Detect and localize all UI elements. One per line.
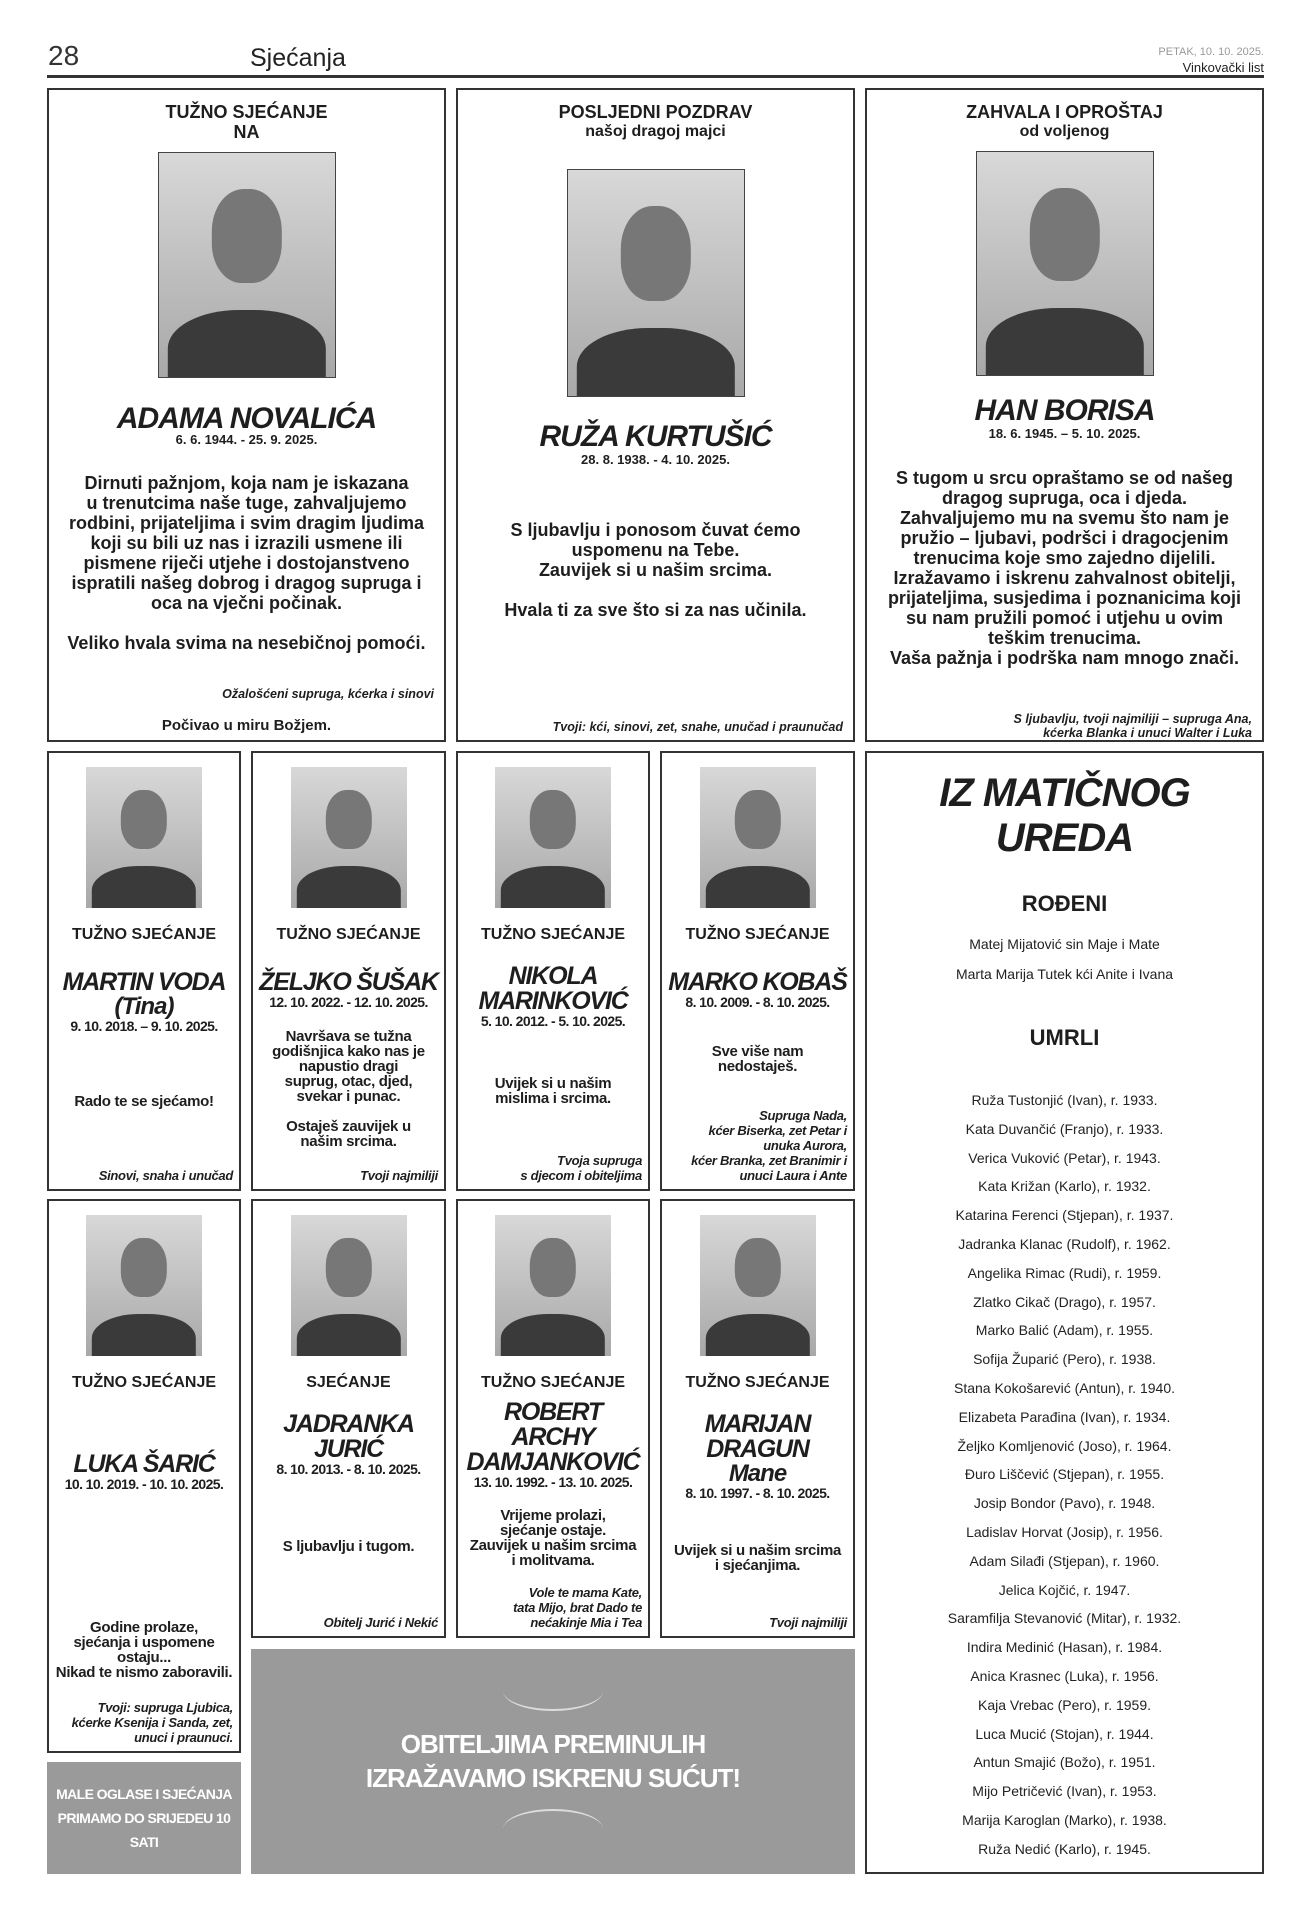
- death-entry: Kata Križan (Karlo), r. 1932.: [978, 1178, 1151, 1195]
- life-dates: 8. 10. 1997. - 8. 10. 2025.: [685, 1485, 830, 1501]
- death-entry: Antun Smajić (Božo), r. 1951.: [973, 1754, 1156, 1771]
- card-message: S ljubavlju i ponosom čuvat ćemo uspomenu na Tebe. Zauvijek si u našim srcima. Hvala ti za sve što si za nas učinila.: [504, 520, 807, 620]
- died-heading: UMRLI: [1029, 1025, 1100, 1050]
- card-message: Rado te se sjećamo!: [74, 1092, 214, 1110]
- death-entry: Verica Vuković (Petar), r. 1943.: [968, 1149, 1161, 1166]
- born-heading: ROĐENI: [1021, 891, 1108, 916]
- life-dates: 9. 10. 2018. – 9. 10. 2025.: [70, 1018, 218, 1034]
- death-entry: Katarina Ferenci (Stjepan), r. 1937.: [955, 1207, 1174, 1224]
- memorial-card: [251, 751, 446, 1191]
- portrait-photo: [700, 767, 816, 908]
- header-rule: [47, 75, 1264, 78]
- card-subheading: od voljenog: [1019, 123, 1110, 140]
- portrait-photo: [291, 767, 407, 908]
- card-title: TUŽNO SJEĆANJE: [685, 926, 830, 943]
- death-entry: Elizabeta Parađina (Ivan), r. 1934.: [958, 1408, 1171, 1425]
- deceased-name: NIKOLA MARINKOVIĆ: [478, 962, 628, 1015]
- death-entry: Zlatko Cikač (Drago), r. 1957.: [973, 1293, 1156, 1310]
- death-entry: Adam Silađi (Stjepan), r. 1960.: [969, 1552, 1160, 1569]
- portrait-photo: [567, 169, 745, 397]
- card-signature: Tvoji najmiliji: [769, 1615, 847, 1630]
- life-dates: 12. 10. 2022. - 12. 10. 2025.: [269, 994, 428, 1010]
- floral-ornament-icon: [503, 1671, 603, 1711]
- classifieds-notice: [47, 1762, 241, 1874]
- death-entry: Anica Krasnec (Luka), r. 1956.: [970, 1668, 1159, 1684]
- card-title: SJEĆANJE: [306, 1374, 391, 1391]
- section-title: Sjećanja: [250, 44, 346, 72]
- card-title: TUŽNO SJEĆANJE: [276, 926, 421, 943]
- deceased-name: ADAMA NOVALIĆA: [116, 402, 377, 435]
- registry-office-panel: [865, 751, 1264, 1874]
- portrait-photo: [86, 1215, 202, 1356]
- page-number: 28: [48, 40, 80, 71]
- life-dates: 5. 10. 2012. - 5. 10. 2025.: [480, 1013, 626, 1029]
- death-entry: Ruža Nedić (Karlo), r. 1945.: [978, 1840, 1151, 1857]
- death-entry: Kaja Vrebac (Pero), r. 1959.: [977, 1696, 1152, 1713]
- deceased-name: MARKO KOBAŠ: [668, 968, 847, 996]
- life-dates: 18. 6. 1945. – 5. 10. 2025.: [988, 426, 1141, 441]
- card-title: TUŽNO SJEĆANJE: [71, 926, 217, 943]
- card-title: TUŽNO SJEĆANJE: [480, 1374, 626, 1391]
- card-signature: Supruga Nada, kćer Biserka, zet Petar i unuka Aurora, kćer Branka, zet Branimir i unuci Laura i Ante: [691, 1108, 847, 1183]
- nickname: (Tina): [114, 993, 174, 1020]
- card-signature: Ožalošćeni supruga, kćerka i sinovi: [222, 687, 434, 701]
- card-message: Vrijeme prolazi, sjećanje ostaje. Zauvijek u našim srcima i molitvama.: [469, 1506, 637, 1569]
- card-subheading: našoj dragoj majci: [585, 123, 726, 140]
- card-message: Navršava se tužna godišnjica kako nas je napustio dragi suprug, otac, djed, svekar i punac. Ostaješ zauvijek u našim srcima.: [272, 1028, 425, 1150]
- deceased-name: MARIJAN DRAGUN: [704, 1410, 811, 1463]
- portrait-photo: [495, 767, 611, 908]
- memorial-card: [660, 1199, 855, 1638]
- card-heading: POSLJEDNI POZDRAV: [558, 102, 753, 122]
- deceased-name: HAN BORISA: [974, 394, 1155, 427]
- issue-date: PETAK, 10. 10. 2025.: [1158, 46, 1264, 58]
- death-entry: Angelika Rimac (Rudi), r. 1959.: [967, 1264, 1162, 1281]
- card-message: S ljubavlju i tugom.: [282, 1537, 415, 1555]
- card-signature: Tvoja supruga s djecom i obiteljima: [520, 1153, 642, 1183]
- portrait-photo: [158, 152, 336, 378]
- card-message: Sve više nam nedostaješ.: [711, 1043, 804, 1075]
- memorial-card: [47, 1199, 241, 1753]
- card-signature: S ljubavlju, tvoji najmiliji – supruga Ana, kćerka Blanka i unuci Walter i Luka: [1013, 712, 1252, 740]
- death-entry: Josip Bondor (Pavo), r. 1948.: [973, 1495, 1156, 1512]
- memorial-card: [251, 1199, 446, 1638]
- obituary-card-han: [865, 88, 1264, 742]
- portrait-photo: [495, 1215, 611, 1356]
- portrait-photo: [700, 1215, 816, 1356]
- card-message: S tugom u srcu opraštamo se od našeg dragog supruga, oca i djeda. Zahvaljujemo mu na svemu što nam je pružio – ljubavi, podršci i dragocjenim trenucima koje smo zajedno dijelili. Izražavamo i iskrenu zahvalnost obitelji, prijateljima, susjedima i poznanicima koji su nam pružili pomoć i utjehu u ovim teškim trenucima. Vaša pažnja i podrška nam mnogo znači.: [887, 468, 1242, 668]
- death-entry: Indira Medinić (Hasan), r. 1984.: [966, 1639, 1163, 1656]
- portrait-photo: [291, 1215, 407, 1356]
- memorial-card: [456, 751, 650, 1191]
- paper-name: Vinkovački list: [1182, 60, 1264, 75]
- death-entry: Kata Duvančić (Franjo), r. 1933.: [965, 1120, 1164, 1137]
- card-heading: TUŽNO SJEĆANJE NA: [165, 102, 328, 142]
- deceased-name: MARTIN VODA: [62, 968, 226, 996]
- life-dates: 10. 10. 2019. - 10. 10. 2025.: [64, 1476, 224, 1492]
- deceased-name: JADRANKA JURIĆ: [283, 1410, 414, 1463]
- classifieds-text: MALE OGLASE I SJEĆANJA PRIMAMO DO SRIJEDEU 10 SATI: [56, 1786, 232, 1850]
- death-entry: Saramfilja Stevanović (Mitar), r. 1932.: [947, 1610, 1182, 1627]
- registry-title: IZ MATIČNOG UREDA: [939, 771, 1190, 860]
- condolence-banner: [251, 1649, 855, 1874]
- life-dates: 13. 10. 1992. - 13. 10. 2025.: [473, 1474, 633, 1490]
- portrait-photo: [976, 151, 1154, 376]
- nickname: Mane: [728, 1460, 787, 1487]
- death-entry: Marko Balić (Adam), r. 1955.: [975, 1322, 1154, 1339]
- deceased-name: RUŽA KURTUŠIĆ: [539, 420, 772, 453]
- deceased-name: LUKA ŠARIĆ: [73, 1450, 215, 1478]
- death-entry: Sofija Župarić (Pero), r. 1938.: [973, 1351, 1156, 1368]
- portrait-photo: [86, 767, 202, 908]
- card-signature: Tvoji najmiliji: [360, 1168, 438, 1183]
- card-footer: Počivao u miru Božjem.: [161, 717, 332, 734]
- death-entry: Đuro Liščević (Stjepan), r. 1955.: [964, 1466, 1165, 1483]
- death-entry: Ruža Tustonjić (Ivan), r. 1933.: [971, 1092, 1158, 1108]
- obituary-card-kurtusic: [456, 88, 855, 742]
- card-title: TUŽNO SJEĆANJE: [685, 1374, 830, 1391]
- card-message: Uvijek si u našim mislima i srcima.: [494, 1075, 612, 1107]
- card-heading: ZAHVALA I OPROŠTAJ: [966, 102, 1163, 122]
- card-message: Godine prolaze, sjećanja i uspomene ostaju... Nikad te nismo zaboravili.: [55, 1619, 233, 1681]
- life-dates: 28. 8. 1938. - 4. 10. 2025.: [581, 452, 730, 467]
- floral-ornament-icon: [503, 1809, 603, 1849]
- card-signature: Tvoji: kći, sinovi, zet, snahe, unučad i praunučad: [552, 720, 843, 734]
- memorial-card: [660, 751, 855, 1191]
- card-message: Dirnuti pažnjom, koja nam je iskazana u trenutcima naše tuge, zahvaljujemo rodbini, prijateljima i svim dragim ljudima koji su bili uz nas i izrazili usmene ili pismene riječi utjehe i dostojanstveno ispratili našeg dobrog i dragog supruga i oca na vječni počinak. Veliko hvala svima na nesebičnoj pomoći.: [67, 473, 426, 653]
- deceased-name: ROBERT ARCHY DAMJANKOVIĆ: [466, 1398, 640, 1476]
- life-dates: 8. 10. 2013. - 8. 10. 2025.: [276, 1461, 421, 1477]
- death-entry: Ladislav Horvat (Josip), r. 1956.: [966, 1524, 1163, 1540]
- life-dates: 8. 10. 2009. - 8. 10. 2025.: [685, 994, 830, 1010]
- death-entry: Marija Karoglan (Marko), r. 1938.: [962, 1812, 1167, 1828]
- card-signature: Obitelj Jurić i Nekić: [323, 1615, 438, 1630]
- death-entry: Jelica Kojčić, r. 1947.: [998, 1581, 1131, 1598]
- card-title: TUŽNO SJEĆANJE: [71, 1374, 217, 1391]
- card-signature: Sinovi, snaha i unučad: [98, 1168, 233, 1183]
- death-entry: Jadranka Klanac (Rudolf), r. 1962.: [958, 1236, 1171, 1252]
- card-signature: Tvoji: supruga Ljubica, kćerke Ksenija i Sanda, zet, unuci i praunuci.: [71, 1700, 233, 1745]
- card-signature: Vole te mama Kate, tata Mijo, brat Dado te nećakinje Mia i Tea: [513, 1585, 642, 1630]
- birth-entry: Marta Marija Tutek kći Anite i Ivana: [955, 966, 1174, 982]
- death-entry: Luca Mucić (Stojan), r. 1944.: [975, 1725, 1154, 1742]
- memorial-card: [456, 1199, 650, 1638]
- memorial-card: [47, 751, 241, 1191]
- life-dates: 6. 6. 1944. - 25. 9. 2025.: [175, 432, 318, 447]
- death-entry: Željko Komljenović (Joso), r. 1964.: [957, 1437, 1172, 1454]
- death-entry: Stana Kokošarević (Antun), r. 1940.: [953, 1380, 1175, 1396]
- deceased-name: ŽELJKO ŠUŠAK: [259, 968, 438, 996]
- condolence-text: OBITELJIMA PREMINULIH IZRAŽAVAMO ISKRENU SUĆUT!: [365, 1729, 741, 1793]
- card-title: TUŽNO SJEĆANJE: [480, 926, 626, 943]
- death-entry: Mijo Petričević (Ivan), r. 1953.: [972, 1783, 1157, 1800]
- birth-entry: Matej Mijatović sin Maje i Mate: [969, 936, 1160, 952]
- obituary-card-novalic: [47, 88, 446, 742]
- card-message: Uvijek si u našim srcima i sjećanjima.: [673, 1542, 842, 1574]
